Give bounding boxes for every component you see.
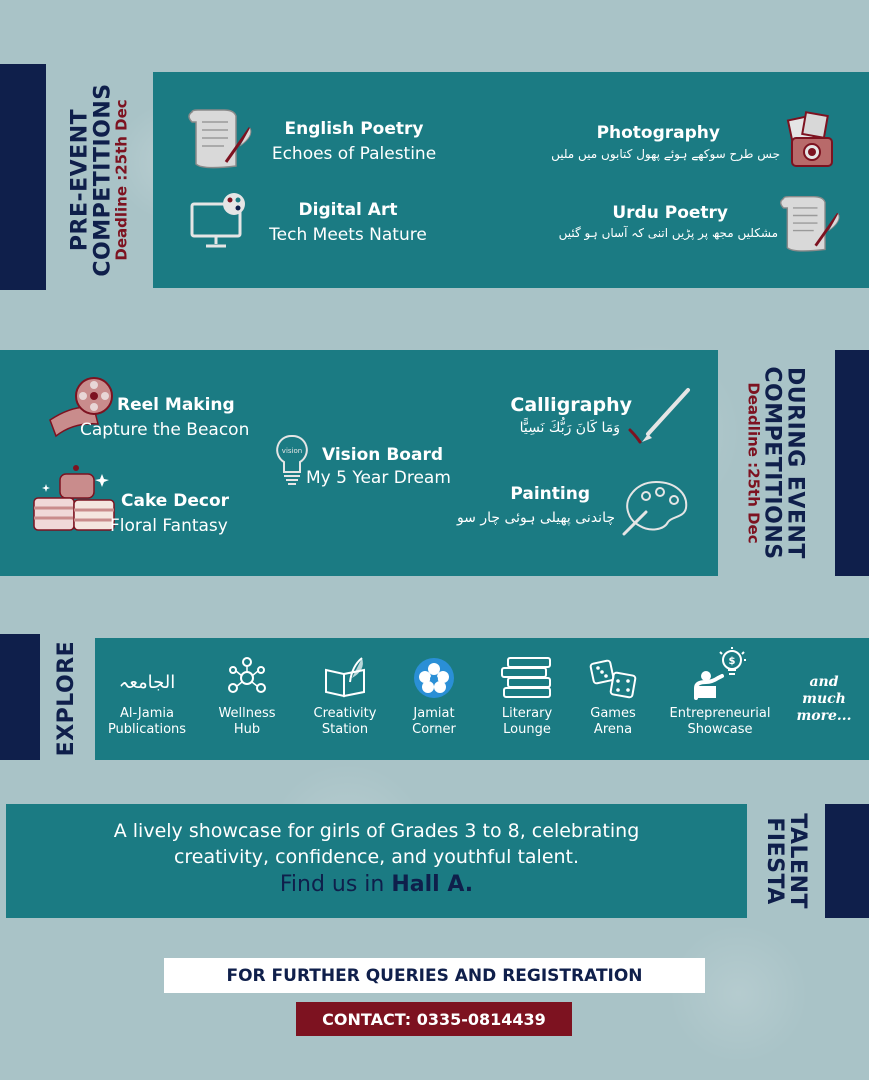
- contact-banner: [296, 1002, 572, 1036]
- explore-item-jamiat-corner: [392, 656, 476, 738]
- wellness-network-icon: [225, 656, 269, 700]
- book-stack-icon: [500, 656, 554, 700]
- explore-item-entrepreneurial-showcase: [664, 646, 776, 738]
- lightbulb-icon: [274, 432, 310, 490]
- during-event-heading-line2: COMPETITIONS: [759, 366, 785, 560]
- queries-banner: [164, 958, 705, 993]
- explore-item-literary-lounge: [480, 656, 574, 738]
- talent-find-us: [10, 872, 743, 897]
- cake-decor-subtitle: Floral Fantasy: [110, 516, 228, 536]
- talent-fiesta-heading: [750, 804, 822, 918]
- photo-camera-icon: [784, 112, 840, 170]
- during-event-heading-line1: DURING EVENT: [782, 367, 808, 559]
- reel-making-subtitle: Capture the Beacon: [80, 420, 250, 440]
- pre-event-deadline: Deadline :25th Dec: [113, 99, 132, 261]
- scroll-quill-icon: [184, 106, 254, 172]
- find-prefix: Find us in: [279, 872, 385, 897]
- creativity-line1: Creativity: [313, 706, 377, 721]
- calligraphy-title: Calligraphy: [510, 394, 632, 416]
- explore-heading: EXPLORE: [54, 641, 80, 757]
- jamiat-line2: Corner: [412, 722, 456, 737]
- cake-decor-title: Cake Decor: [121, 491, 230, 511]
- entrepreneurial-line1: Entrepreneurial: [669, 706, 771, 721]
- palette-icon: [620, 476, 692, 536]
- photography-subtitle: جس طرح سوکھے ہوئے پھول کتابوں میں ملیں: [551, 147, 780, 161]
- al-jamia-logo-text: الجامعہ: [118, 672, 176, 693]
- entrepreneurial-line2: Showcase: [687, 722, 753, 737]
- pre-event-heading-line1: PRE-EVENT: [68, 108, 94, 252]
- talent-description-line1: A lively showcase for girls of Grades 3 to 8, celebrating: [113, 820, 640, 842]
- calligraphy-subtitle: وَمَا كَانَ رَبُّكَ نَسِيًّا: [519, 420, 620, 436]
- reel-making-title: Reel Making: [117, 395, 235, 415]
- al-jamia-logo-icon: [118, 660, 176, 700]
- idea-presenter-icon: [688, 646, 752, 700]
- photography-title: Photography: [596, 123, 720, 143]
- pre-event-sidebar: [0, 64, 46, 290]
- pre-event-heading-line2: COMPETITIONS: [91, 83, 117, 277]
- explore-sidebar: [0, 634, 40, 760]
- games-line2: Arena: [593, 722, 633, 737]
- explore-item-al-jamia: [100, 660, 194, 738]
- creativity-line2: Station: [321, 722, 369, 737]
- talent-description-line2: creativity, confidence, and youthful talent.: [173, 846, 580, 868]
- more-line3: more...: [796, 708, 852, 724]
- contact-text: CONTACT: 0335-0814439: [322, 1009, 546, 1029]
- games-line1: Games: [590, 706, 636, 721]
- urdu-poetry-subtitle: مشکلیں مجھ پر پڑیں اتنی کہ آساں ہو گئیں: [558, 226, 778, 240]
- jamiat-line1: Jamiat: [413, 706, 455, 721]
- talent-heading-line2: FIESTA: [762, 817, 788, 905]
- during-event-sidebar: [835, 350, 869, 576]
- talent-heading-line1: TALENT: [785, 813, 811, 909]
- svg-text:$: $: [728, 656, 736, 667]
- al-jamia-line2: Publications: [107, 722, 187, 737]
- explore-item-games-arena: [570, 656, 656, 738]
- dice-icon: [588, 656, 638, 700]
- scroll-quill-icon: [776, 192, 842, 256]
- painting-subtitle: چاندنی پھیلی ہوئی چار سو: [456, 510, 615, 526]
- more-line2: much: [802, 691, 846, 707]
- al-jamia-line1: Al-Jamia: [120, 706, 174, 721]
- digital-art-subtitle: Tech Meets Nature: [269, 225, 427, 245]
- explore-heading-wrap: [44, 638, 90, 760]
- vision-board-title: Vision Board: [322, 445, 443, 465]
- open-book-quill-icon: [322, 656, 368, 700]
- talent-description: [10, 818, 743, 870]
- during-event-heading: [722, 350, 830, 576]
- digital-art-title: Digital Art: [298, 200, 398, 220]
- vision-bulb-label: vision: [281, 447, 303, 455]
- pen-icon: [626, 386, 694, 448]
- queries-text: FOR FURTHER QUERIES AND REGISTRATION: [226, 965, 643, 986]
- vision-board-subtitle: My 5 Year Dream: [306, 468, 451, 488]
- literary-line1: Literary: [501, 706, 553, 721]
- during-event-deadline: Deadline :25th Dec: [744, 382, 763, 544]
- find-location: Hall A.: [391, 872, 474, 897]
- explore-item-creativity-station: [298, 656, 392, 738]
- english-poetry-subtitle: Echoes of Palestine: [271, 144, 437, 164]
- english-poetry-title: English Poetry: [284, 119, 424, 139]
- cake-icon: [30, 460, 118, 540]
- literary-line2: Lounge: [503, 722, 551, 737]
- flower-badge-icon: [412, 656, 456, 700]
- urdu-poetry-title: Urdu Poetry: [612, 203, 728, 223]
- wellness-line2: Hub: [233, 722, 261, 737]
- pre-event-heading: [52, 72, 148, 288]
- explore-item-wellness-hub: [200, 656, 294, 738]
- pre-event-panel: [153, 72, 869, 288]
- monitor-palette-icon: [188, 190, 252, 250]
- talent-fiesta-sidebar: [825, 804, 869, 918]
- more-line1: and: [809, 674, 839, 690]
- painting-title: Painting: [510, 484, 590, 504]
- and-much-more: [782, 674, 866, 725]
- wellness-line1: Wellness: [218, 706, 276, 721]
